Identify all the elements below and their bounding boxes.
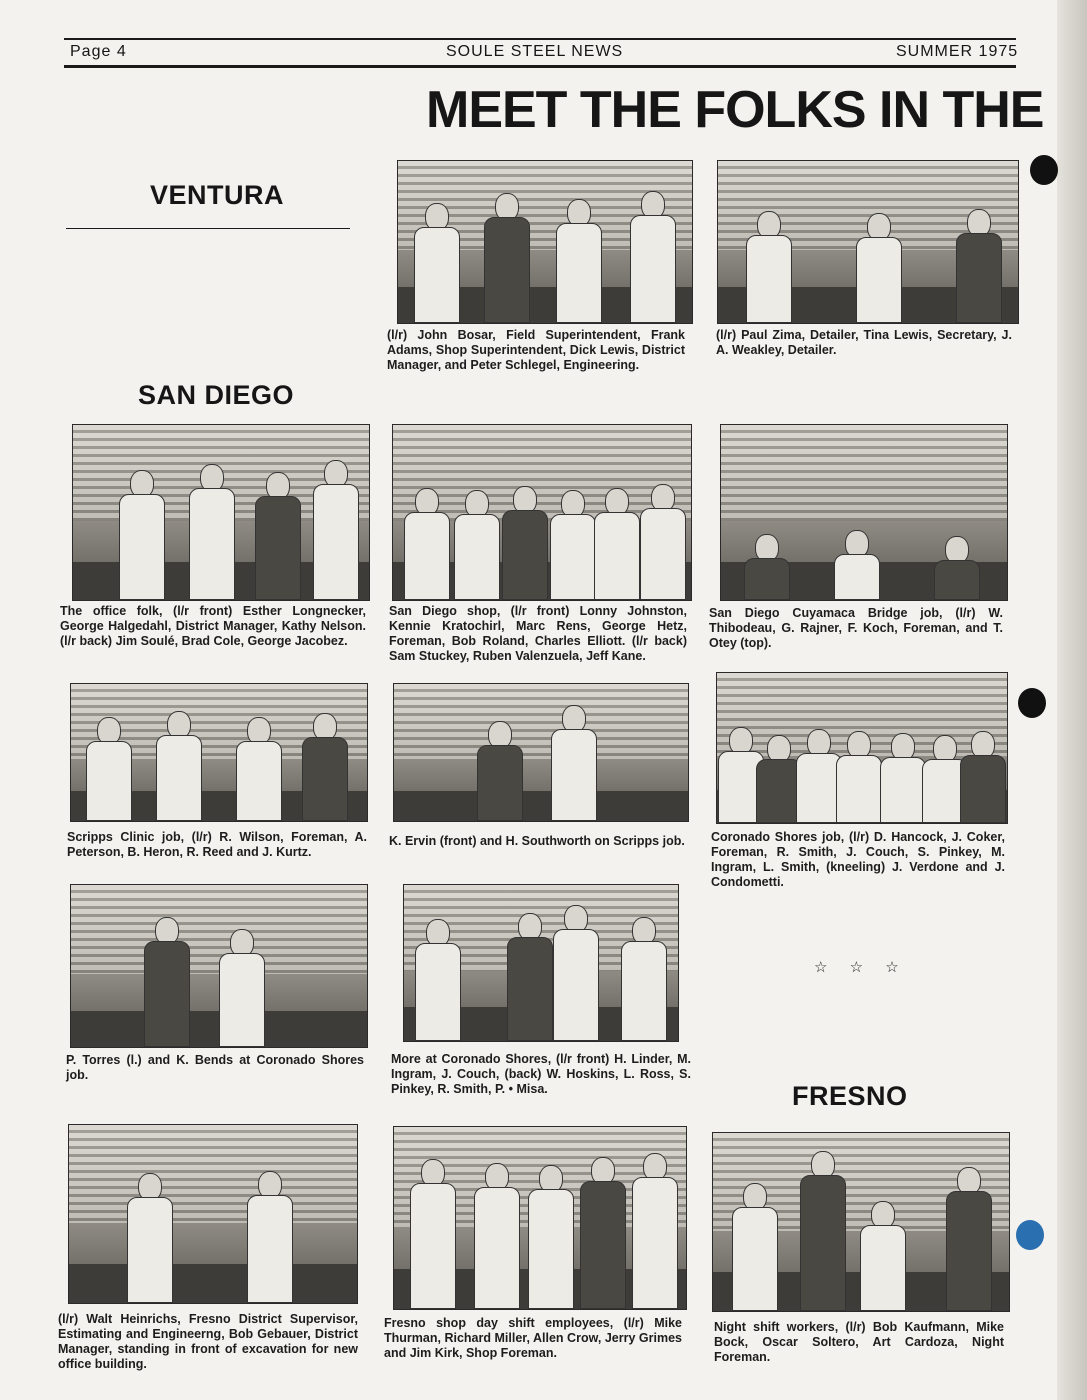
photo-sd-bridge [720, 424, 1008, 601]
section-san-diego: SAN DIEGO [138, 380, 295, 410]
page-number: Page 4 [70, 43, 127, 60]
caption-scripps-clinic: Scripps Clinic job, (l/r) R. Wilson, Foreman, A. Peterson, B. Heron, R. Reed and J. Kurtz. [67, 830, 367, 859]
caption-fresno-shop: Fresno shop day shift employees, (l/r) Mike Thurman, Richard Miller, Allen Crow, Jerry Grimes and Jim Kirk, Shop Foreman. [384, 1316, 682, 1360]
photo-coronado-shores [716, 672, 1008, 824]
photo-torres-bends [70, 884, 368, 1048]
caption-ventura-managers: (l/r) John Bosar, Field Superintendent, Frank Adams, Shop Superintendent, Dick Lewis, District Manager, and Peter Schlegel, Engineering. [387, 328, 685, 372]
photo-more-coronado [403, 884, 679, 1042]
photo-ventura-managers [397, 160, 693, 324]
caption-sd-bridge: San Diego Cuyamaca Bridge job, (l/r) W. Thibodeau, G. Rajner, F. Koch, Foreman, and T. Otey (top). [709, 606, 1003, 650]
header-bottom-rule [64, 65, 1016, 68]
photo-fresno-managers [68, 1124, 358, 1304]
page-headline: MEET THE FOLKS IN THE [426, 81, 1044, 139]
section-ventura: VENTURA [150, 180, 285, 210]
photo-scripps-ervin [393, 683, 689, 822]
caption-coronado-shores: Coronado Shores job, (l/r) D. Hancock, J. Coker, Foreman, R. Smith, J. Couch, S. Pinkey, M. Ingram, L. Smith, (kneeling) J. Verdone and J. Condometti. [711, 830, 1005, 889]
caption-fresno-night: Night shift workers, (l/r) Bob Kaufmann, Mike Bock, Oscar Soltero, Art Cardoza, Night Foreman. [714, 1320, 1004, 1364]
photo-ventura-detailers [717, 160, 1019, 324]
caption-sd-shop: San Diego shop, (l/r front) Lonny Johnston, Kennie Kratochirl, Marc Rens, George Hetz, Foreman, Bob Roland, Charles Elliott. (l/r back) Sam Stuckey, Ruben Valenzuela, Jeff Kane. [389, 604, 687, 663]
caption-scripps-ervin: K. Ervin (front) and H. Southworth on Scripps job. [389, 834, 685, 848]
caption-more-coronado: More at Coronado Shores, (l/r front) H. Linder, M. Ingram, J. Couch, (back) W. Hoskins, L. Ross, S. Pinkey, R. Smith, P. • Misa. [391, 1052, 691, 1096]
photo-fresno-shop [393, 1126, 687, 1310]
photo-sd-office [72, 424, 370, 601]
photo-scripps-clinic [70, 683, 368, 822]
page-edge [1057, 0, 1087, 1400]
caption-torres-bends: P. Torres (l.) and K. Bends at Coronado Shores job. [66, 1053, 364, 1082]
publication-title: SOULE STEEL NEWS [446, 43, 624, 60]
photo-fresno-night [712, 1132, 1010, 1312]
header-top-rule [64, 38, 1016, 40]
binder-hole [1018, 688, 1046, 718]
caption-fresno-managers: (l/r) Walt Heinrichs, Fresno District Supervisor, Estimating and Engineerng, Bob Gebauer, District Manager, standing in front of excavation for new office building. [58, 1312, 358, 1371]
section-separator: ☆ ☆ ☆ [814, 959, 908, 976]
section-fresno: FRESNO [792, 1081, 908, 1111]
issue-date: SUMMER 1975 [896, 43, 1019, 60]
caption-sd-office: The office folk, (l/r front) Esther Longnecker, George Halgedahl, District Manager, Kathy Nelson. (l/r back) Jim Soulé, Brad Cole, George Jacobez. [60, 604, 366, 648]
photo-sd-shop [392, 424, 692, 601]
binder-hole [1030, 155, 1058, 185]
ventura-rule [66, 228, 350, 229]
binder-hole [1016, 1220, 1044, 1250]
caption-ventura-detailers: (l/r) Paul Zima, Detailer, Tina Lewis, Secretary, J. A. Weakley, Detailer. [716, 328, 1012, 357]
